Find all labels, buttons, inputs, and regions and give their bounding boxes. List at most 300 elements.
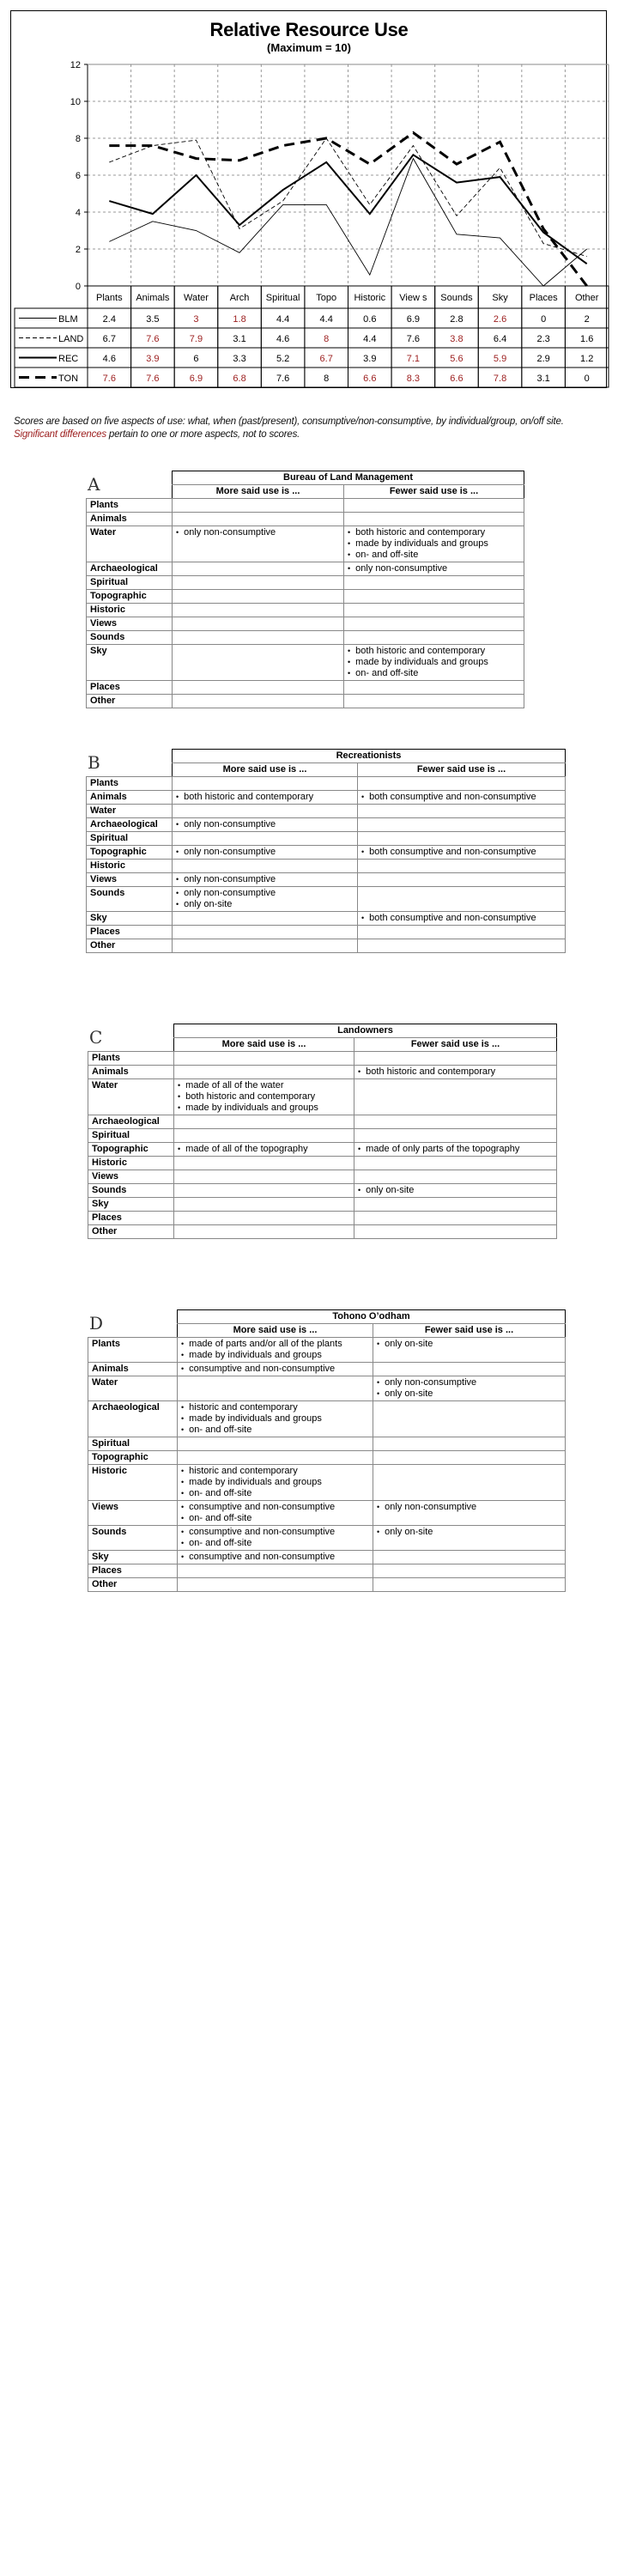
table-row bbox=[87, 499, 524, 513]
table-row bbox=[87, 695, 524, 708]
value-label: 5.6 bbox=[450, 354, 464, 364]
table-row bbox=[87, 791, 566, 805]
row-label: Places bbox=[88, 1564, 178, 1578]
bullet-item: • on- and off-site bbox=[348, 668, 520, 679]
bullet-item: • made of all of the water bbox=[178, 1080, 350, 1091]
table-row bbox=[87, 818, 566, 832]
more-cell bbox=[173, 604, 344, 617]
y-tick-label: 10 bbox=[70, 97, 81, 107]
bullet-item: • on- and off-site bbox=[181, 1425, 369, 1436]
group-header: Recreationists bbox=[173, 750, 566, 763]
more-cell bbox=[173, 939, 358, 953]
more-cell bbox=[174, 1143, 354, 1157]
table-row bbox=[88, 1079, 557, 1115]
row-label: Views bbox=[88, 1170, 174, 1184]
bullet-item: • made by individuals and groups bbox=[181, 1350, 369, 1361]
value-label: 8 bbox=[324, 374, 330, 384]
row-label: Sky bbox=[88, 1551, 178, 1564]
group-header: Bureau of Land Management bbox=[173, 471, 524, 485]
category-label: Topo bbox=[316, 293, 337, 303]
bullet-item: • made by individuals and groups bbox=[181, 1413, 369, 1425]
table-row bbox=[87, 562, 524, 576]
line-chart bbox=[0, 0, 618, 395]
legend-label: LAND bbox=[58, 334, 84, 344]
bullet-item: • only non-consumptive bbox=[377, 1502, 561, 1513]
value-label: 5.2 bbox=[276, 354, 290, 364]
more-cell bbox=[173, 562, 344, 576]
more-cell bbox=[178, 1465, 373, 1501]
category-label: Animals bbox=[136, 293, 170, 303]
value-label: 3.9 bbox=[146, 354, 160, 364]
more-cell bbox=[173, 681, 344, 695]
section-letter: C bbox=[89, 1027, 103, 1048]
more-cell bbox=[173, 818, 358, 832]
comparison-table-c bbox=[88, 1024, 557, 1239]
value-label: 1.6 bbox=[580, 334, 594, 344]
row-label: Archaeological bbox=[88, 1115, 174, 1129]
more-cell bbox=[174, 1079, 354, 1115]
more-cell bbox=[173, 513, 344, 526]
row-label: Spiritual bbox=[87, 576, 173, 590]
category-label: Spiritual bbox=[265, 293, 300, 303]
more-cell bbox=[174, 1170, 354, 1184]
table-row bbox=[87, 873, 566, 887]
row-label: Other bbox=[87, 695, 173, 708]
row-label: Water bbox=[88, 1079, 174, 1115]
row-label: Places bbox=[87, 681, 173, 695]
value-label: 7.8 bbox=[493, 374, 507, 384]
fewer-cell bbox=[358, 939, 566, 953]
bullet-item: • both consumptive and non-consumptive bbox=[361, 913, 561, 924]
note-line-2 bbox=[14, 429, 300, 440]
bullet-item: • only non-consumptive bbox=[176, 527, 340, 538]
row-label: Archaeological bbox=[88, 1401, 178, 1437]
row-label: Water bbox=[88, 1376, 178, 1401]
fewer-cell bbox=[358, 860, 566, 873]
bullet-item: • both historic and contemporary bbox=[358, 1066, 553, 1078]
value-label: 6.6 bbox=[363, 374, 377, 384]
row-label: Archaeological bbox=[87, 562, 173, 576]
bullet-item: • only on-site bbox=[176, 899, 354, 910]
bullet-item: • made of only parts of the topography bbox=[358, 1144, 553, 1155]
fewer-cell bbox=[344, 604, 524, 617]
category-label: Sky bbox=[492, 293, 508, 303]
value-label: 4.4 bbox=[276, 314, 290, 325]
fewer-cell bbox=[344, 513, 524, 526]
value-label: 2 bbox=[584, 314, 590, 325]
category-label: Plants bbox=[96, 293, 123, 303]
row-label: Sounds bbox=[88, 1184, 174, 1198]
table-row bbox=[88, 1578, 566, 1592]
more-cell bbox=[178, 1551, 373, 1564]
fewer-cell bbox=[354, 1052, 557, 1066]
row-label: Places bbox=[87, 926, 173, 939]
more-cell bbox=[173, 887, 358, 912]
more-cell bbox=[173, 832, 358, 846]
row-label: Other bbox=[88, 1578, 178, 1592]
fewer-cell bbox=[344, 562, 524, 576]
fewer-cell bbox=[358, 926, 566, 939]
chart-title: Relative Resource Use bbox=[209, 19, 409, 40]
bullet-item: • both historic and contemporary bbox=[348, 646, 520, 657]
fewer-cell bbox=[358, 777, 566, 791]
table-row bbox=[88, 1338, 566, 1363]
bullet-item: • on- and off-site bbox=[348, 550, 520, 561]
table-row bbox=[88, 1363, 566, 1376]
table-row bbox=[87, 777, 566, 791]
significant-differences-label: Significant differences bbox=[14, 429, 106, 440]
fewer-cell bbox=[373, 1551, 566, 1564]
value-label: 4.6 bbox=[102, 354, 116, 364]
value-label: 6.7 bbox=[102, 334, 116, 344]
table-row bbox=[88, 1225, 557, 1239]
table-row bbox=[87, 590, 524, 604]
fewer-cell bbox=[354, 1225, 557, 1239]
table-row bbox=[87, 681, 524, 695]
fewer-cell bbox=[354, 1198, 557, 1212]
bullet-item: • only on-site bbox=[377, 1527, 561, 1538]
bullet-item: • consumptive and non-consumptive bbox=[181, 1502, 369, 1513]
value-label: 7.1 bbox=[406, 354, 421, 364]
fewer-column-header: Fewer said use is ... bbox=[344, 485, 524, 499]
table-row bbox=[87, 939, 566, 953]
fewer-cell bbox=[373, 1376, 566, 1401]
fewer-cell bbox=[373, 1564, 566, 1578]
bullet-item: • only on-site bbox=[377, 1388, 561, 1400]
fewer-cell bbox=[354, 1129, 557, 1143]
fewer-cell bbox=[358, 873, 566, 887]
value-label: 8 bbox=[324, 334, 330, 344]
row-label: Historic bbox=[87, 604, 173, 617]
more-cell bbox=[173, 791, 358, 805]
fewer-cell bbox=[358, 846, 566, 860]
table-row bbox=[88, 1551, 566, 1564]
fewer-cell bbox=[354, 1184, 557, 1198]
fewer-cell bbox=[344, 681, 524, 695]
row-label: Topographic bbox=[88, 1143, 174, 1157]
row-label: Water bbox=[87, 526, 173, 562]
section-letter: D bbox=[89, 1313, 104, 1334]
bullet-item: • made by individuals and groups bbox=[348, 538, 520, 550]
more-cell bbox=[174, 1115, 354, 1129]
value-label: 6.8 bbox=[233, 374, 246, 384]
table-row bbox=[88, 1157, 557, 1170]
more-cell bbox=[178, 1501, 373, 1526]
bullet-item: • made by individuals and groups bbox=[181, 1477, 369, 1488]
value-label: 2.6 bbox=[493, 314, 507, 325]
bullet-item: • made of all of the topography bbox=[178, 1144, 350, 1155]
more-cell bbox=[174, 1129, 354, 1143]
row-label: Historic bbox=[88, 1465, 178, 1501]
fewer-cell bbox=[373, 1465, 566, 1501]
bullet-item: • only on-site bbox=[377, 1339, 561, 1350]
more-cell bbox=[173, 576, 344, 590]
bullet-item: • both historic and contemporary bbox=[178, 1091, 350, 1103]
bullet-item: • made of parts and/or all of the plants bbox=[181, 1339, 369, 1350]
legend-label: BLM bbox=[58, 314, 78, 325]
y-tick-label: 4 bbox=[75, 208, 81, 218]
value-label: 6.9 bbox=[189, 374, 203, 384]
category-label: View s bbox=[399, 293, 427, 303]
row-label: Topographic bbox=[87, 590, 173, 604]
bullet-item: • only non-consumptive bbox=[348, 563, 520, 574]
row-label: Animals bbox=[87, 791, 173, 805]
row-label: Plants bbox=[87, 777, 173, 791]
fewer-cell bbox=[344, 695, 524, 708]
table-row bbox=[88, 1401, 566, 1437]
bullet-item: • only non-consumptive bbox=[176, 819, 354, 830]
table-row bbox=[87, 604, 524, 617]
value-label: 7.6 bbox=[406, 334, 421, 344]
value-label: 7.6 bbox=[146, 334, 160, 344]
row-label: Animals bbox=[88, 1363, 178, 1376]
bullet-item: • made by individuals and groups bbox=[348, 657, 520, 668]
fewer-cell bbox=[358, 912, 566, 926]
bullet-item: • consumptive and non-consumptive bbox=[181, 1552, 369, 1563]
more-cell bbox=[174, 1052, 354, 1066]
value-label: 3 bbox=[193, 314, 199, 325]
value-label: 6.9 bbox=[406, 314, 421, 325]
table-row bbox=[88, 1184, 557, 1198]
value-label: 2.9 bbox=[536, 354, 550, 364]
row-label: Sounds bbox=[88, 1526, 178, 1551]
value-label: 7.6 bbox=[102, 374, 116, 384]
value-label: 6 bbox=[193, 354, 199, 364]
table-row bbox=[87, 576, 524, 590]
table-row bbox=[88, 1066, 557, 1079]
table-row bbox=[88, 1170, 557, 1184]
corner-cell bbox=[88, 1024, 174, 1052]
more-cell bbox=[173, 617, 344, 631]
group-header: Tohono O’odham bbox=[178, 1310, 566, 1324]
fewer-cell bbox=[344, 631, 524, 645]
more-cell bbox=[173, 912, 358, 926]
more-cell bbox=[173, 631, 344, 645]
value-label: 7.6 bbox=[146, 374, 160, 384]
y-tick-label: 2 bbox=[75, 245, 81, 255]
note-line-1: Scores are based on five aspects of use: what, when (past/present), consumptive/non-consumptive, by individual/group, on/off site. bbox=[14, 416, 564, 427]
table-row bbox=[87, 912, 566, 926]
value-label: 6.4 bbox=[493, 334, 507, 344]
row-label: Other bbox=[88, 1225, 174, 1239]
fewer-column-header: Fewer said use is ... bbox=[358, 763, 566, 777]
fewer-cell bbox=[358, 791, 566, 805]
more-cell bbox=[173, 695, 344, 708]
table-row bbox=[87, 805, 566, 818]
row-label: Views bbox=[88, 1501, 178, 1526]
fewer-cell bbox=[373, 1437, 566, 1451]
value-label: 3.1 bbox=[536, 374, 550, 384]
fewer-cell bbox=[354, 1066, 557, 1079]
more-cell bbox=[173, 860, 358, 873]
fewer-cell bbox=[373, 1363, 566, 1376]
more-column-header: More said use is ... bbox=[174, 1038, 354, 1052]
row-label: Historic bbox=[88, 1157, 174, 1170]
table-row bbox=[87, 526, 524, 562]
fewer-cell bbox=[373, 1338, 566, 1363]
more-cell bbox=[173, 805, 358, 818]
y-tick-label: 0 bbox=[75, 282, 81, 292]
row-label: Spiritual bbox=[88, 1437, 178, 1451]
value-label: 0 bbox=[584, 374, 590, 384]
comparison-table-b bbox=[86, 749, 566, 953]
table-row bbox=[87, 860, 566, 873]
value-label: 4.4 bbox=[319, 314, 333, 325]
row-label: Plants bbox=[87, 499, 173, 513]
category-label: Arch bbox=[229, 293, 250, 303]
row-label: Views bbox=[87, 617, 173, 631]
y-tick-label: 6 bbox=[75, 171, 81, 181]
comparison-table-a bbox=[86, 471, 524, 708]
fewer-cell bbox=[373, 1578, 566, 1592]
row-label: Archaeological bbox=[87, 818, 173, 832]
more-cell bbox=[174, 1212, 354, 1225]
fewer-cell bbox=[344, 645, 524, 681]
note-line-2-rest: pertain to one or more aspects, not to scores. bbox=[106, 429, 300, 440]
value-label: 4.6 bbox=[276, 334, 290, 344]
corner-cell bbox=[88, 1310, 178, 1338]
table-row bbox=[88, 1115, 557, 1129]
table-row bbox=[88, 1526, 566, 1551]
category-label: Water bbox=[183, 293, 209, 303]
fewer-cell bbox=[354, 1079, 557, 1115]
fewer-cell bbox=[354, 1157, 557, 1170]
fewer-cell bbox=[354, 1143, 557, 1157]
row-label: Animals bbox=[87, 513, 173, 526]
comparison-table-d bbox=[88, 1309, 566, 1592]
bullet-item: • only on-site bbox=[358, 1185, 553, 1196]
more-cell bbox=[178, 1376, 373, 1401]
fewer-cell bbox=[354, 1212, 557, 1225]
more-cell bbox=[178, 1437, 373, 1451]
more-cell bbox=[178, 1564, 373, 1578]
table-row bbox=[87, 645, 524, 681]
corner-cell bbox=[87, 471, 173, 499]
bullet-item: • consumptive and non-consumptive bbox=[181, 1527, 369, 1538]
y-tick-label: 8 bbox=[75, 134, 81, 144]
category-label: Places bbox=[529, 293, 558, 303]
table-row bbox=[88, 1143, 557, 1157]
value-label: 3.9 bbox=[363, 354, 377, 364]
more-cell bbox=[174, 1198, 354, 1212]
corner-cell bbox=[87, 750, 173, 777]
fewer-cell bbox=[344, 576, 524, 590]
row-label: Views bbox=[87, 873, 173, 887]
fewer-cell bbox=[344, 499, 524, 513]
value-label: 4.4 bbox=[363, 334, 377, 344]
more-column-header: More said use is ... bbox=[173, 763, 358, 777]
more-cell bbox=[178, 1401, 373, 1437]
fewer-cell bbox=[358, 818, 566, 832]
y-tick-label: 12 bbox=[70, 60, 81, 70]
row-label: Spiritual bbox=[87, 832, 173, 846]
bullet-item: • consumptive and non-consumptive bbox=[181, 1364, 369, 1375]
bullet-item: • historic and contemporary bbox=[181, 1402, 369, 1413]
table-row bbox=[87, 617, 524, 631]
value-label: 1.8 bbox=[233, 314, 246, 325]
bullet-item: • only non-consumptive bbox=[176, 874, 354, 885]
fewer-cell bbox=[354, 1170, 557, 1184]
section-letter: B bbox=[88, 752, 100, 773]
value-label: 3.5 bbox=[146, 314, 160, 325]
more-cell bbox=[178, 1578, 373, 1592]
row-label: Plants bbox=[88, 1338, 178, 1363]
group-header: Landowners bbox=[174, 1024, 557, 1038]
more-cell bbox=[178, 1338, 373, 1363]
table-row bbox=[87, 631, 524, 645]
bullet-item: • on- and off-site bbox=[181, 1538, 369, 1549]
bullet-item: • both historic and contemporary bbox=[348, 527, 520, 538]
chart-subtitle: (Maximum = 10) bbox=[267, 41, 351, 54]
table-row bbox=[88, 1501, 566, 1526]
more-cell bbox=[173, 645, 344, 681]
value-label: 3.1 bbox=[233, 334, 246, 344]
bullet-item: • on- and off-site bbox=[181, 1513, 369, 1524]
category-label: Historic bbox=[354, 293, 386, 303]
table-row bbox=[88, 1437, 566, 1451]
fewer-cell bbox=[344, 590, 524, 604]
row-label: Animals bbox=[88, 1066, 174, 1079]
row-label: Places bbox=[88, 1212, 174, 1225]
row-label: Water bbox=[87, 805, 173, 818]
fewer-cell bbox=[358, 805, 566, 818]
fewer-cell bbox=[358, 832, 566, 846]
row-label: Sounds bbox=[87, 631, 173, 645]
row-label: Spiritual bbox=[88, 1129, 174, 1143]
more-cell bbox=[174, 1157, 354, 1170]
legend-label: REC bbox=[58, 354, 79, 364]
fewer-column-header: Fewer said use is ... bbox=[373, 1324, 566, 1338]
fewer-cell bbox=[373, 1401, 566, 1437]
more-cell bbox=[178, 1451, 373, 1465]
fewer-cell bbox=[354, 1115, 557, 1129]
fewer-cell bbox=[373, 1451, 566, 1465]
value-label: 2.3 bbox=[536, 334, 550, 344]
more-cell bbox=[174, 1066, 354, 1079]
value-label: 2.4 bbox=[102, 314, 116, 325]
category-label: Other bbox=[574, 293, 599, 303]
bullet-item: • historic and contemporary bbox=[181, 1466, 369, 1477]
value-label: 2.8 bbox=[450, 314, 464, 325]
bullet-item: • on- and off-site bbox=[181, 1488, 369, 1499]
more-cell bbox=[178, 1363, 373, 1376]
more-cell bbox=[173, 846, 358, 860]
value-label: 1.2 bbox=[580, 354, 594, 364]
legend-label: TON bbox=[58, 374, 79, 384]
more-cell bbox=[173, 526, 344, 562]
table-row bbox=[88, 1198, 557, 1212]
row-label: Plants bbox=[88, 1052, 174, 1066]
category-label: Sounds bbox=[440, 293, 473, 303]
more-column-header: More said use is ... bbox=[173, 485, 344, 499]
value-label: 8.3 bbox=[406, 374, 421, 384]
value-label: 0.6 bbox=[363, 314, 377, 325]
more-cell bbox=[173, 499, 344, 513]
more-cell bbox=[173, 873, 358, 887]
bullet-item: • only non-consumptive bbox=[176, 847, 354, 858]
table-row bbox=[87, 832, 566, 846]
value-label: 0 bbox=[541, 314, 547, 325]
table-row bbox=[88, 1129, 557, 1143]
bullet-item: • only non-consumptive bbox=[176, 888, 354, 899]
more-cell bbox=[174, 1225, 354, 1239]
table-row bbox=[88, 1465, 566, 1501]
value-label: 7.6 bbox=[276, 374, 290, 384]
fewer-cell bbox=[373, 1501, 566, 1526]
table-row bbox=[87, 846, 566, 860]
value-label: 3.3 bbox=[233, 354, 246, 364]
row-label: Sky bbox=[87, 645, 173, 681]
